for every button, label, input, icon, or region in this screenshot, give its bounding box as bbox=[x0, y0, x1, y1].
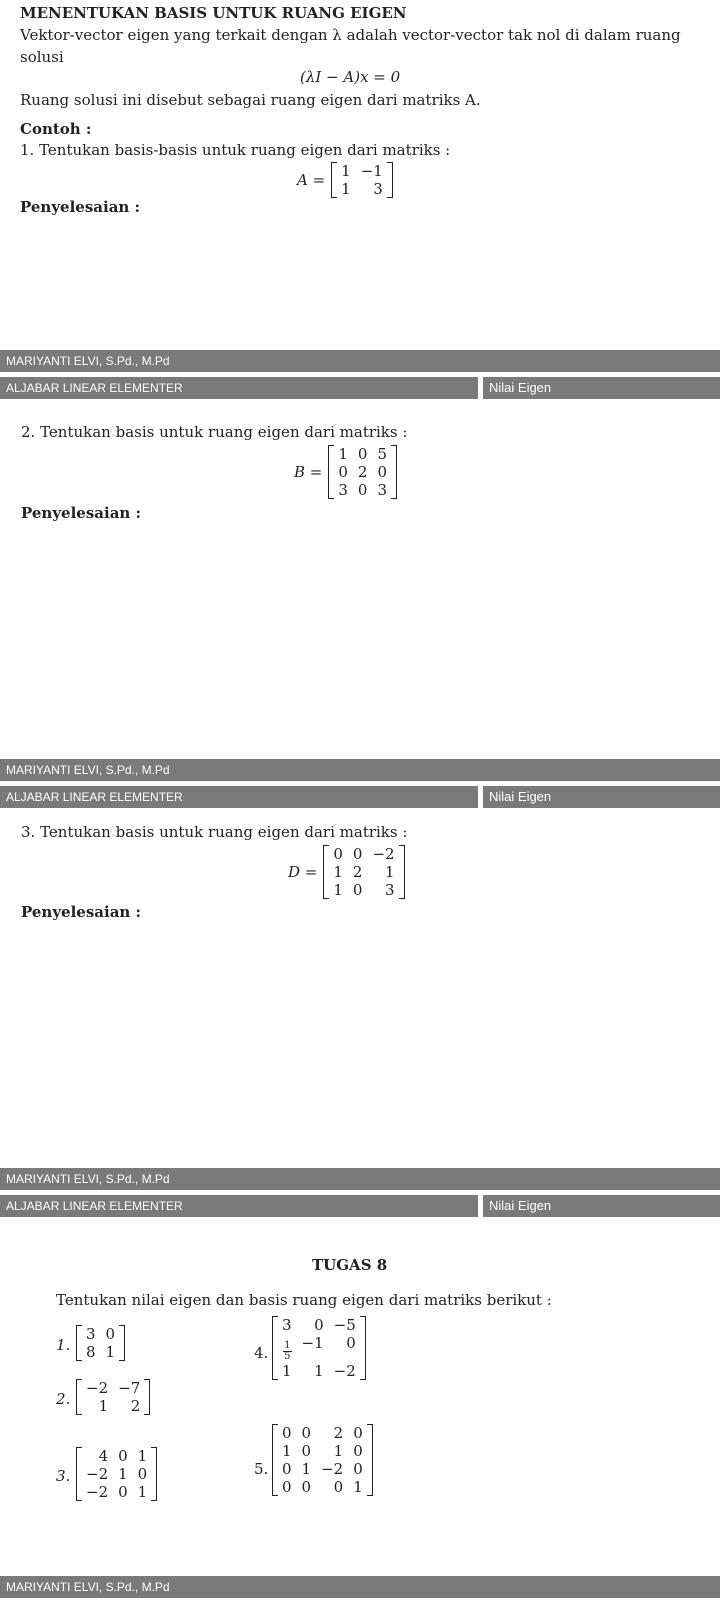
matrix-cell: 0 bbox=[377, 463, 387, 481]
problem-3-matrix bbox=[288, 845, 405, 899]
matrix-lhs: D = bbox=[288, 863, 318, 881]
footer-author: MARIYANTI ELVI, S.Pd., M.Pd bbox=[6, 354, 170, 368]
matrix-cell: −2 bbox=[86, 1483, 109, 1501]
matrix-cell: 0 bbox=[137, 1465, 148, 1483]
matrix-cell: −7 bbox=[118, 1379, 141, 1397]
matrix-cell: −1 bbox=[301, 1334, 324, 1352]
matrix-lhs: A = bbox=[297, 171, 326, 189]
matrix-cell: −5 bbox=[333, 1316, 356, 1334]
footer-topic-bar bbox=[483, 786, 720, 808]
footer-course: ALJABAR LINEAR ELEMENTER bbox=[6, 381, 183, 395]
section-title: MENENTUKAN BASIS UNTUK RUANG EIGEN bbox=[20, 4, 407, 22]
matrix-cell: 1 bbox=[341, 180, 351, 198]
problem-3-text: 3. Tentukan basis untuk ruang eigen dari matriks : bbox=[21, 823, 408, 841]
matrix-cell: 0 bbox=[346, 1334, 356, 1352]
task-3-matrix bbox=[76, 1447, 157, 1501]
footer-author: MARIYANTI ELVI, S.Pd., M.Pd bbox=[6, 763, 170, 777]
task-5-matrix bbox=[272, 1424, 373, 1496]
matrix-cell: 0 bbox=[301, 1424, 312, 1442]
matrix-cell: −2 bbox=[372, 845, 395, 863]
matrix-cell: 0 bbox=[301, 1442, 312, 1460]
matrix-cell: 5 bbox=[377, 445, 387, 463]
problem-3-solution-label: Penyelesaian : bbox=[21, 903, 142, 921]
matrix-bracket bbox=[331, 162, 393, 198]
task-1-label: 1. bbox=[56, 1336, 71, 1354]
matrix-cell: 2 bbox=[333, 1424, 344, 1442]
footer-topic: Nilai Eigen bbox=[489, 380, 552, 395]
matrix-cell: 1 bbox=[137, 1447, 148, 1465]
matrix-cell: −2 bbox=[86, 1379, 109, 1397]
matrix-cell: 3 bbox=[385, 881, 395, 899]
matrix-cell: 4 bbox=[98, 1447, 109, 1465]
matrix-cell: −2 bbox=[86, 1465, 109, 1483]
matrix-cell: 0 bbox=[314, 1316, 324, 1334]
matrix-cell: 0 bbox=[353, 1424, 363, 1442]
intro-line-2: solusi bbox=[20, 48, 64, 66]
matrix-cell: 3 bbox=[86, 1325, 96, 1343]
matrix-cell: 0 bbox=[352, 881, 363, 899]
matrix-cell: 0 bbox=[118, 1483, 128, 1501]
matrix-cell: 0 bbox=[105, 1325, 116, 1343]
matrix-cell: 1 bbox=[353, 1478, 363, 1496]
matrix-cell: 1 bbox=[341, 162, 351, 180]
matrix-cell: 1 bbox=[118, 1465, 128, 1483]
footer-author: MARIYANTI ELVI, S.Pd., M.Pd bbox=[6, 1172, 170, 1186]
eigen-equation: (λI − A)x = 0 bbox=[300, 68, 401, 86]
matrix-cell: 3 bbox=[377, 481, 387, 499]
matrix-cell: 1 bbox=[137, 1483, 148, 1501]
matrix-cell: 1 bbox=[338, 445, 348, 463]
footer-course-bar bbox=[0, 377, 478, 399]
task-4-matrix bbox=[272, 1316, 366, 1380]
matrix-cell: 0 bbox=[352, 845, 363, 863]
matrix-bracket bbox=[76, 1325, 125, 1361]
matrix-cell: 1 bbox=[98, 1397, 109, 1415]
footer-topic-bar bbox=[483, 377, 720, 399]
problem-2-matrix bbox=[294, 445, 397, 499]
matrix-bracket bbox=[328, 445, 397, 499]
matrix-cell: 1 bbox=[282, 1442, 292, 1460]
matrix-cell: 1 bbox=[105, 1343, 116, 1361]
matrix-cell: 0 bbox=[338, 463, 348, 481]
footer-author-bar bbox=[0, 350, 720, 372]
matrix-bracket bbox=[272, 1424, 373, 1496]
matrix-cell: 0 bbox=[282, 1424, 292, 1442]
matrix-cell: 0 bbox=[118, 1447, 128, 1465]
matrix-bracket bbox=[323, 845, 404, 899]
assignment-title: TUGAS 8 bbox=[312, 1256, 388, 1274]
matrix-cell: 1 bbox=[314, 1362, 324, 1380]
matrix-cell: 0 bbox=[333, 1478, 344, 1496]
matrix-cell: 0 bbox=[282, 1460, 292, 1478]
task-1-matrix bbox=[76, 1325, 125, 1361]
matrix-cell: 0 bbox=[301, 1478, 312, 1496]
footer-topic: Nilai Eigen bbox=[489, 789, 552, 804]
footer-author-bar bbox=[0, 759, 720, 781]
matrix-cell: 0 bbox=[353, 1460, 363, 1478]
task-5-label: 5. bbox=[254, 1460, 269, 1478]
matrix-cell: 0 bbox=[357, 481, 368, 499]
matrix-cell: 1 bbox=[385, 863, 395, 881]
matrix-cell: 0 bbox=[353, 1442, 363, 1460]
matrix-cell: 2 bbox=[130, 1397, 141, 1415]
matrix-bracket bbox=[76, 1379, 150, 1415]
problem-1-matrix bbox=[297, 162, 393, 198]
matrix-cell: 2 bbox=[352, 863, 363, 881]
matrix-cell: 1 bbox=[282, 1362, 292, 1380]
matrix-cell: 3 bbox=[282, 1316, 292, 1334]
footer-author-bar bbox=[0, 1576, 720, 1598]
matrix-lhs: B = bbox=[294, 463, 323, 481]
matrix-bracket bbox=[76, 1447, 157, 1501]
matrix-cell: −1 bbox=[360, 162, 383, 180]
matrix-cell: 1 bbox=[333, 863, 343, 881]
matrix-cell: 3 bbox=[373, 180, 383, 198]
problem-2-text: 2. Tentukan basis untuk ruang eigen dari matriks : bbox=[21, 423, 408, 441]
matrix-cell: 0 bbox=[357, 445, 368, 463]
footer-topic-bar bbox=[483, 1195, 720, 1217]
matrix-cell: 8 bbox=[86, 1343, 96, 1361]
footer-course: ALJABAR LINEAR ELEMENTER bbox=[6, 790, 183, 804]
intro-line-1: Vektor-vector eigen yang terkait dengan λ adalah vector-vector tak nol di dalam ruang bbox=[20, 26, 681, 44]
footer-author-bar bbox=[0, 1168, 720, 1190]
matrix-cell: 3 bbox=[338, 481, 348, 499]
task-2-matrix bbox=[76, 1379, 150, 1415]
footer-topic: Nilai Eigen bbox=[489, 1198, 552, 1213]
matrix-cell: 1 bbox=[333, 881, 343, 899]
matrix-cell: −2 bbox=[321, 1460, 344, 1478]
matrix-cell: −2 bbox=[333, 1362, 356, 1380]
assignment-instruction: Tentukan nilai eigen dan basis ruang eigen dari matriks berikut : bbox=[56, 1291, 552, 1309]
footer-course-bar bbox=[0, 786, 478, 808]
task-4-label: 4. bbox=[254, 1344, 269, 1362]
problem-2-solution-label: Penyelesaian : bbox=[21, 504, 142, 522]
footer-author: MARIYANTI ELVI, S.Pd., M.Pd bbox=[6, 1580, 170, 1594]
task-2-label: 2. bbox=[56, 1390, 71, 1408]
task-3-label: 3. bbox=[56, 1467, 71, 1485]
matrix-cell: 2 bbox=[357, 463, 368, 481]
footer-course: ALJABAR LINEAR ELEMENTER bbox=[6, 1199, 183, 1213]
problem-1-text: 1. Tentukan basis-basis untuk ruang eigen dari matriks : bbox=[20, 141, 451, 159]
matrix-cell: $\frac{1}{5}$ bbox=[284, 1340, 291, 1362]
matrix-cell: 1 bbox=[333, 1442, 344, 1460]
problem-1-solution-label: Penyelesaian : bbox=[20, 198, 141, 216]
footer-course-bar bbox=[0, 1195, 478, 1217]
matrix-cell: 0 bbox=[333, 845, 343, 863]
matrix-bracket bbox=[272, 1316, 366, 1380]
example-label: Contoh : bbox=[20, 120, 92, 138]
matrix-cell: 1 bbox=[301, 1460, 312, 1478]
matrix-cell: 0 bbox=[282, 1478, 292, 1496]
solution-space-note: Ruang solusi ini disebut sebagai ruang eigen dari matriks A. bbox=[20, 91, 481, 109]
